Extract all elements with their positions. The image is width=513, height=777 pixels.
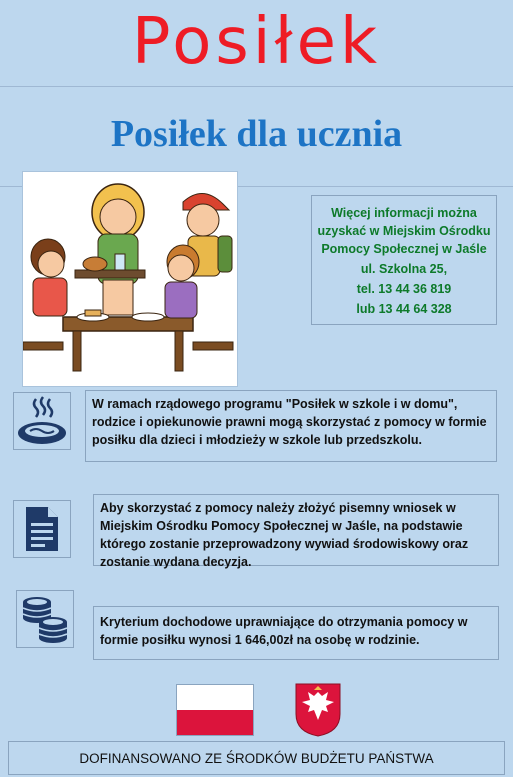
contact-address: ul. Szkolna 25, — [360, 262, 448, 276]
contact-line: Więcej informacji można — [331, 206, 477, 220]
application-info-text: Aby skorzystać z pomocy należy złożyć pisemny wniosek w Miejskim Ośrodku Pomocy Społecznej w Jaśle, na podstawie którego zostanie przeprowadzony wywiad środowiskowy oraz zostanie wydana decyzja. — [93, 494, 499, 566]
coins-icon — [19, 594, 71, 644]
children-meal-illustration — [22, 171, 238, 387]
header-divider — [0, 86, 513, 87]
contact-phone-alt: lub 13 44 64 328 — [356, 302, 452, 316]
title-divider-right — [238, 186, 513, 187]
coins-icon-box — [16, 590, 74, 648]
document-icon-box — [13, 500, 71, 558]
logo-title: Posiłek — [131, 5, 382, 79]
document-icon — [22, 505, 62, 553]
polish-eagle-emblem-icon — [294, 682, 342, 738]
polish-flag — [176, 684, 254, 736]
contact-line: uzyskać w Miejskim Ośrodku — [317, 224, 491, 238]
page-title: Posiłek dla ucznia — [110, 113, 403, 155]
contact-line: Pomocy Społecznej w Jaśle — [321, 242, 487, 256]
program-info-text: W ramach rządowego programu "Posiłek w szkole i w domu", rodzice i opiekunowie prawni mogą skorzystać z pomocy w formie posiłku dla dzieci i młodzieży w szkole lub przedszkolu. — [85, 390, 497, 462]
meal-icon-box — [13, 392, 71, 450]
title-divider-left — [0, 186, 22, 187]
meal-icon — [16, 395, 68, 447]
funding-footer: DOFINANSOWANO ZE ŚRODKÓW BUDŻETU PAŃSTWA — [8, 741, 505, 775]
income-criterion-text: Kryterium dochodowe uprawniające do otrzymania pomocy w formie posiłku wynosi 1 646,00zł na osobę w rodzinie. — [93, 606, 499, 660]
contact-info-box — [311, 195, 497, 325]
contact-phone: tel. 13 44 36 819 — [356, 282, 452, 296]
